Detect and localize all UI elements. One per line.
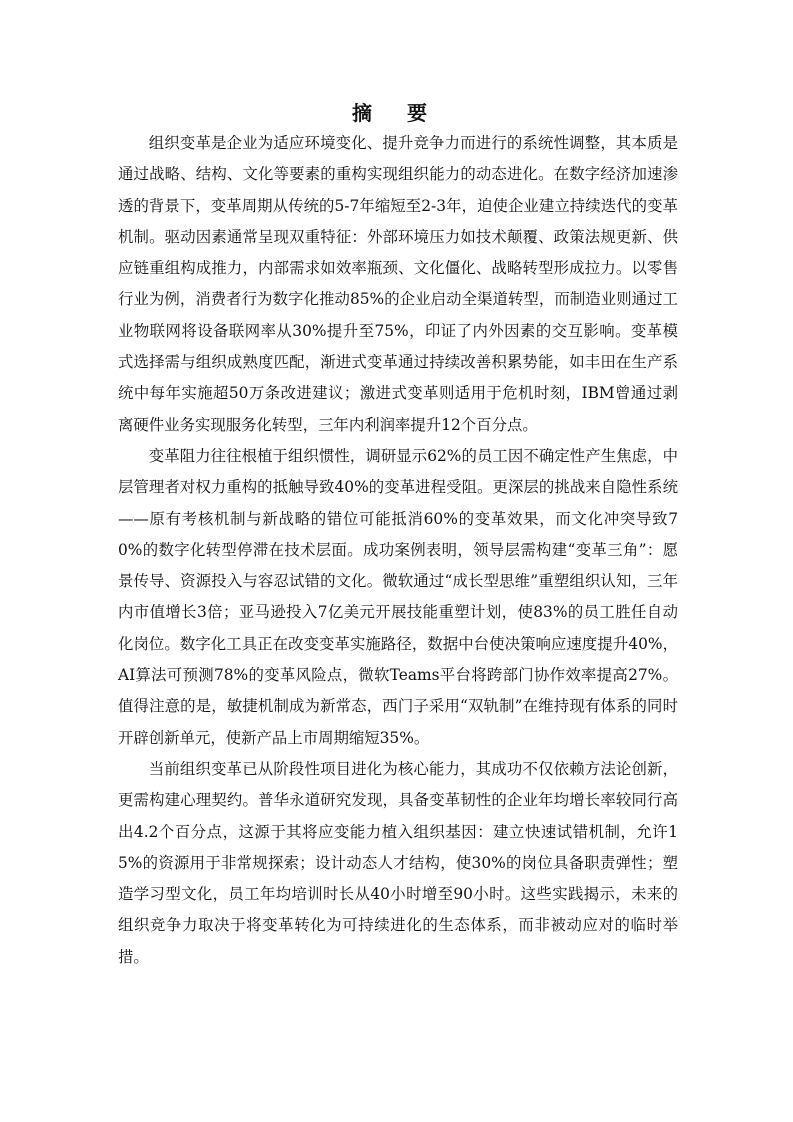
abstract-paragraph-1: 组织变革是企业为适应环境变化、提升竞争力而进行的系统性调整，其本质是通过战略、结构、文化等要素的重构实现组织能力的动态进化。在数字经济加速渗透的背景下，变革周期从传统的5-7年缩短至2-3年，迫使企业建立持续迭代的变革机制。驱动因素通常呈现双重特征：外部环境压力如技术颠覆、政策法规更新、供应链重组构成推力，内部需求如效率瓶颈、文化僵化、战略转型形成拉力。以零售行业为例，消费者行为数字化推动85%的企业启动全渠道转型，而制造业则通过工业物联网将设备联网率从30%提升至75%，印证了内外因素的交互影响。变革模式选择需与组织成熟度匹配，渐进式变革通过持续改善积累势能，如丰田在生产系统中每年实施超50万条改进建议；激进式变革则适用于危机时刻，IBM曾通过剥离硬件业务实现服务化转型，三年内利润率提升12个百分点。 (118, 134, 678, 434)
abstract-title: 摘 要 (352, 101, 441, 125)
abstract-paragraph-3: 当前组织变革已从阶段性项目进化为核心能力，其成功不仅依赖方法论创新，更需构建心理契约。普华永道研究发现，具备变革韧性的企业年均增长率较同行高出4.2个百分点，这源于其将应变能力植入组织基因：建立快速试错机制，允许15%的资源用于非常规探索；设计动态人才结构，使30%的岗位具备职责弹性；塑造学习型文化，员工年均培训时长从40小时增至90小时。这些实践揭示，未来的组织竞争力取决于将变革转化为可持续进化的生态体系，而非被动应对的临时举措。 (118, 759, 678, 966)
abstract-paragraph-2: 变革阻力往往根植于组织惯性，调研显示62%的员工因不确定性产生焦虑，中层管理者对权力重构的抵触导致40%的变革进程受阻。更深层的挑战来自隐性系统——原有考核机制与新战略的错位可能抵消60%的变革效果，而文化冲突导致70%的数字化转型停滞在技术层面。成功案例表明，领导层需构建“变革三角”：愿景传导、资源投入与容忍试错的文化。微软通过“成长型思维”重塑组织认知，三年内市值增长3倍；亚马逊投入7亿美元开展技能重塑计划，使83%的员工胜任自动化岗位。数字化工具正在改变变革实施路径，数据中台使决策响应速度提升40%，AI算法可预测78%的变革风险点，微软Teams平台将跨部门协作效率提高27%。值得注意的是，敏捷机制成为新常态，西门子采用“双轨制”在维持现有体系的同时开辟创新单元，使新产品上市周期缩短35%。 (118, 446, 678, 747)
abstract-body (118, 128, 678, 973)
